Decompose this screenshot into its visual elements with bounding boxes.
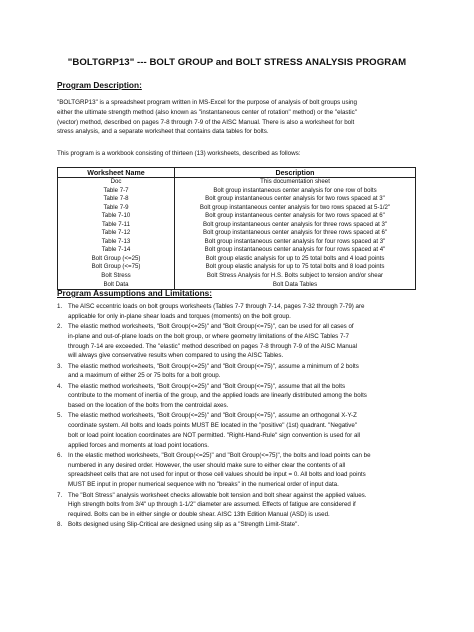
table-row <box>58 246 416 255</box>
list-item-number: 5. <box>57 412 63 420</box>
worksheet-description-cell: This documentation sheet <box>175 178 416 187</box>
description-line: "BOLTGRP13" is a spreadsheet program written in MS-Excel for the purpose of analysis of bolt groups using <box>57 99 357 106</box>
list-item <box>57 451 427 490</box>
list-item-line: required. Bolts can be in either single or double shear. AISC 13th Edition Manual (ASD) is used. <box>68 511 330 519</box>
workbook-paragraph: This program is a workbook consisting of thirteen (13) worksheets, described as follows: <box>57 150 301 157</box>
list-item-text <box>68 302 364 322</box>
list-item-line: numbered in any desired order. However, the user should make sure to either clear the contents of all <box>68 461 346 469</box>
description-line: either the ultimate strength method (also known as "instantaneous center of rotation" method) or the "elastic" <box>57 108 358 116</box>
table-row <box>58 204 416 213</box>
list-item-line: bolt or load point location coordinates are NOT permitted. "Right-Hand-Rule" sign convention is used for all <box>68 431 361 439</box>
worksheet-name-cell: Bolt Group (<=25) <box>58 255 175 264</box>
list-item-line: coordinate system. All bolts and loads points MUST BE located in the "positive" (1st) quadrant. "Negative" <box>68 422 357 430</box>
worksheet-description-cell: Bolt group instantaneous center analysis for four rows spaced at 3" <box>175 238 416 247</box>
list-item-number: 4. <box>57 382 63 390</box>
worksheet-description-cell: Bolt Data Tables <box>175 281 416 290</box>
worksheet-name-cell: Table 7-7 <box>58 187 175 196</box>
table-header-row <box>58 168 416 178</box>
list-item-line: MUST BE input in proper numerical sequence with no "breaks" in the numerical order of input data. <box>68 481 339 489</box>
table-row <box>58 238 416 247</box>
list-item-line: The "Bolt Stress" analysis worksheet checks allowable bolt tension and bolt shear against the applied values. <box>68 491 367 499</box>
worksheet-name-cell: Doc <box>58 178 175 187</box>
list-item <box>57 411 427 450</box>
table-row <box>58 195 416 204</box>
list-item-line: based on the location of the bolts from the centroidal axes. <box>68 402 229 410</box>
list-item <box>57 382 427 411</box>
list-item-line: contribute to the moment of inertia of the group, and the applied loads are linearly distributed among the bolts <box>68 392 367 400</box>
list-item-line: and a maximum of either 25 or 75 bolts for a bolt group. <box>68 372 221 380</box>
list-item-text <box>68 451 371 490</box>
list-item-line: applicable for only in-plane shear loads and torques (moments) on the bolt group. <box>68 312 291 320</box>
list-item-line: High strength bolts from 3/4" up through 1-1/2" diameter are assumed. Effects of fatigue are considered if <box>68 501 356 509</box>
list-item-text <box>68 362 359 382</box>
list-item-number: 8. <box>57 521 63 529</box>
table-row <box>58 187 416 196</box>
table-row <box>58 212 416 221</box>
worksheet-description-cell: Bolt group instantaneous center analysis for two rows spaced at 6" <box>175 212 416 221</box>
worksheet-table-body <box>58 178 416 290</box>
list-item-line: through 7-14 are exceeded. The "elastic" method described on pages 7-8 through 7-9 of the AISC Manual <box>68 342 358 350</box>
list-item-line: In the elastic method worksheets, "Bolt Group(<=25)" and "Bolt Group(<=75)", the bolts and load points can be <box>68 451 371 459</box>
worksheet-name-cell: Table 7-8 <box>58 195 175 204</box>
list-item-number: 2. <box>57 323 63 331</box>
worksheet-description-cell: Bolt group instantaneous center analysis for four rows spaced at 4" <box>175 246 416 255</box>
list-item-number: 7. <box>57 491 63 499</box>
list-item <box>57 362 427 382</box>
list-item-number: 1. <box>57 303 63 310</box>
list-item-line: The elastic method worksheets, "Bolt Group(<=25)" and "Bolt Group(<=75)", assume a minimum of 2 bolts <box>68 362 359 370</box>
worksheet-description-cell: Bolt group instantaneous center analysis for three rows spaced at 3" <box>175 221 416 230</box>
worksheet-description-cell: Bolt group instantaneous center analysis for three rows spaced at 6" <box>175 229 416 238</box>
list-item-line: The elastic method worksheets, "Bolt Group(<=25)" and "Bolt Group(<=75)", assume an orthogonal X-Y-Z <box>68 412 357 420</box>
worksheet-name-cell: Bolt Stress <box>58 272 175 281</box>
list-item <box>57 302 427 322</box>
worksheet-table <box>57 167 416 290</box>
list-item-text <box>68 411 360 450</box>
list-item-text <box>68 382 367 411</box>
worksheet-name-cell: Table 7-10 <box>58 212 175 221</box>
worksheet-description-cell: Bolt group elastic analysis for up to 25 total bolts and 4 load points <box>175 255 416 264</box>
column-header-worksheet-name: Worksheet Name <box>58 168 175 178</box>
list-item-line: The AISC eccentric loads on bolt groups worksheets (Tables 7-7 through 7-14, pages 7-32 through 7-79) are <box>68 303 365 310</box>
description-heading: Program Description: <box>57 80 142 90</box>
list-item-line: spreadsheet cells that are not used for input or those cell values should be input = 0. All bolts and load points <box>68 471 366 479</box>
worksheet-name-cell: Table 7-13 <box>58 238 175 247</box>
description-paragraph <box>57 98 427 137</box>
list-item-line: Bolts designed using Slip-Critical are designed using slip as a "Strength Limit-State". <box>68 521 300 529</box>
list-item-line: in-plane and out-of-plane loads on the bolt group, or where geometry limitations of the AISC Tables 7-7 <box>68 332 349 340</box>
list-item <box>57 491 427 520</box>
table-row <box>58 255 416 264</box>
list-item <box>57 322 427 361</box>
table-row <box>58 178 416 187</box>
list-item-text <box>68 520 299 530</box>
list-item-line: will always give conservative results when compared to using the AISC Tables. <box>68 352 284 360</box>
list-item-number: 3. <box>57 362 63 370</box>
table-row <box>58 272 416 281</box>
list-item <box>57 520 427 530</box>
worksheet-name-cell: Table 7-14 <box>58 246 175 255</box>
table-row <box>58 221 416 230</box>
table-row <box>58 263 416 272</box>
list-item-text <box>68 491 366 520</box>
list-item-text <box>68 322 357 361</box>
list-item-line: The elastic method worksheets, "Bolt Group(<=25)" and "Bolt Group(<=75)", assume that all the bolts <box>68 382 346 390</box>
assumptions-list <box>57 302 427 531</box>
list-item-line: The elastic method worksheets, "Bolt Group(<=25)" and "Bolt Group(<=75)", can be used for all cases of <box>68 323 354 331</box>
list-item-line: applied forces and moments at load point locations. <box>68 441 210 449</box>
worksheet-description-cell: Bolt Stress Analysis for H.S. Bolts subject to tension and/or shear <box>175 272 416 281</box>
description-line: (vector) method, described on pages 7-8 through 7-9 of the AISC Manual. There is also a worksheet for bolt <box>57 118 355 126</box>
worksheet-name-cell: Bolt Data <box>58 281 175 290</box>
description-line: stress analysis, and a separate worksheet that contains data tables for bolts. <box>57 128 269 136</box>
worksheet-name-cell: Table 7-9 <box>58 204 175 213</box>
worksheet-description-cell: Bolt group instantaneous center analysis for two rows spaced at 5-1/2" <box>175 204 416 213</box>
assumptions-heading: Program Assumptions and Limitations: <box>57 288 213 298</box>
worksheet-description-cell: Bolt group instantaneous center analysis for one row of bolts <box>175 187 416 196</box>
worksheet-name-cell: Bolt Group (<=75) <box>58 263 175 272</box>
list-item-number: 6. <box>57 451 63 459</box>
table-row <box>58 229 416 238</box>
worksheet-description-cell: Bolt group instantaneous center analysis for two rows spaced at 3" <box>175 195 416 204</box>
page-title: "BOLTGRP13" --- BOLT GROUP and BOLT STRESS ANALYSIS PROGRAM <box>67 57 407 68</box>
column-header-description: Description <box>175 168 416 178</box>
worksheet-name-cell: Table 7-11 <box>58 221 175 230</box>
worksheet-name-cell: Table 7-12 <box>58 229 175 238</box>
worksheet-description-cell: Bolt group elastic analysis for up to 75 total bolts and 8 load points <box>175 263 416 272</box>
